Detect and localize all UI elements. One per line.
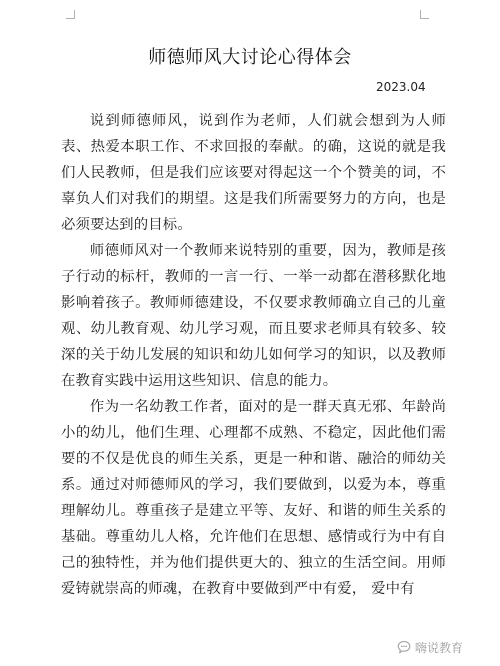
document-title: 师德师风大讨论心得体会 bbox=[148, 47, 352, 68]
paragraph-3: 作为一名幼教工作者，面对的是一群天真无邪、年龄尚小的幼儿，他们生理、心理都不成熟、不稳定，因此他们需要的不仅是优良的师生关系，更是一种和谐、融洽的师幼关系。通过对师德师风的学习，我们要做到，以爱为本，尊重理解幼儿。尊重孩子是建立平等、友好、和谐的师生关系的基础。尊重幼儿人格，允许他们在思想、感情或行为中有自己的独特性，并为他们提供更大的、独立的生活空间。用师爱铸就崇高的师魂，在教育中要做到严中有爱， 爱中有 bbox=[61, 399, 446, 597]
watermark bbox=[397, 638, 463, 656]
document-date: 2023.04 bbox=[376, 80, 426, 94]
chat-bubble-icon bbox=[397, 640, 411, 654]
watermark-text: 嗨说教育 bbox=[415, 640, 464, 655]
crop-mark-top-left bbox=[66, 10, 75, 19]
paragraph-1: 说到师德师风，说到作为老师，人们就会想到为人师表、热爱本职工作、不求回报的奉献。的确，这说的就是我们人民教师，但是我们应该要对得起这一个个赞美的词，不辜负人们对我们的期望。这是我们所需要努力的方向，也是必须要达到的目标。 bbox=[61, 113, 446, 233]
document-body bbox=[61, 108, 446, 602]
crop-mark-top-right bbox=[420, 10, 429, 19]
paragraph-2: 师德师风对一个教师来说特别的重要，因为，教师是孩子行动的标杆，教师的一言一行、一举一动都在潜移默化地影响着孩子。教师师德建设，不仅要求教师确立自己的儿童观、幼儿教育观、幼儿学习观，而且要求老师具有较多、较深的关于幼儿发展的知识和幼儿如何学习的知识，以及教师在教育实践中运用这些知识、信息的能力。 bbox=[61, 243, 446, 389]
